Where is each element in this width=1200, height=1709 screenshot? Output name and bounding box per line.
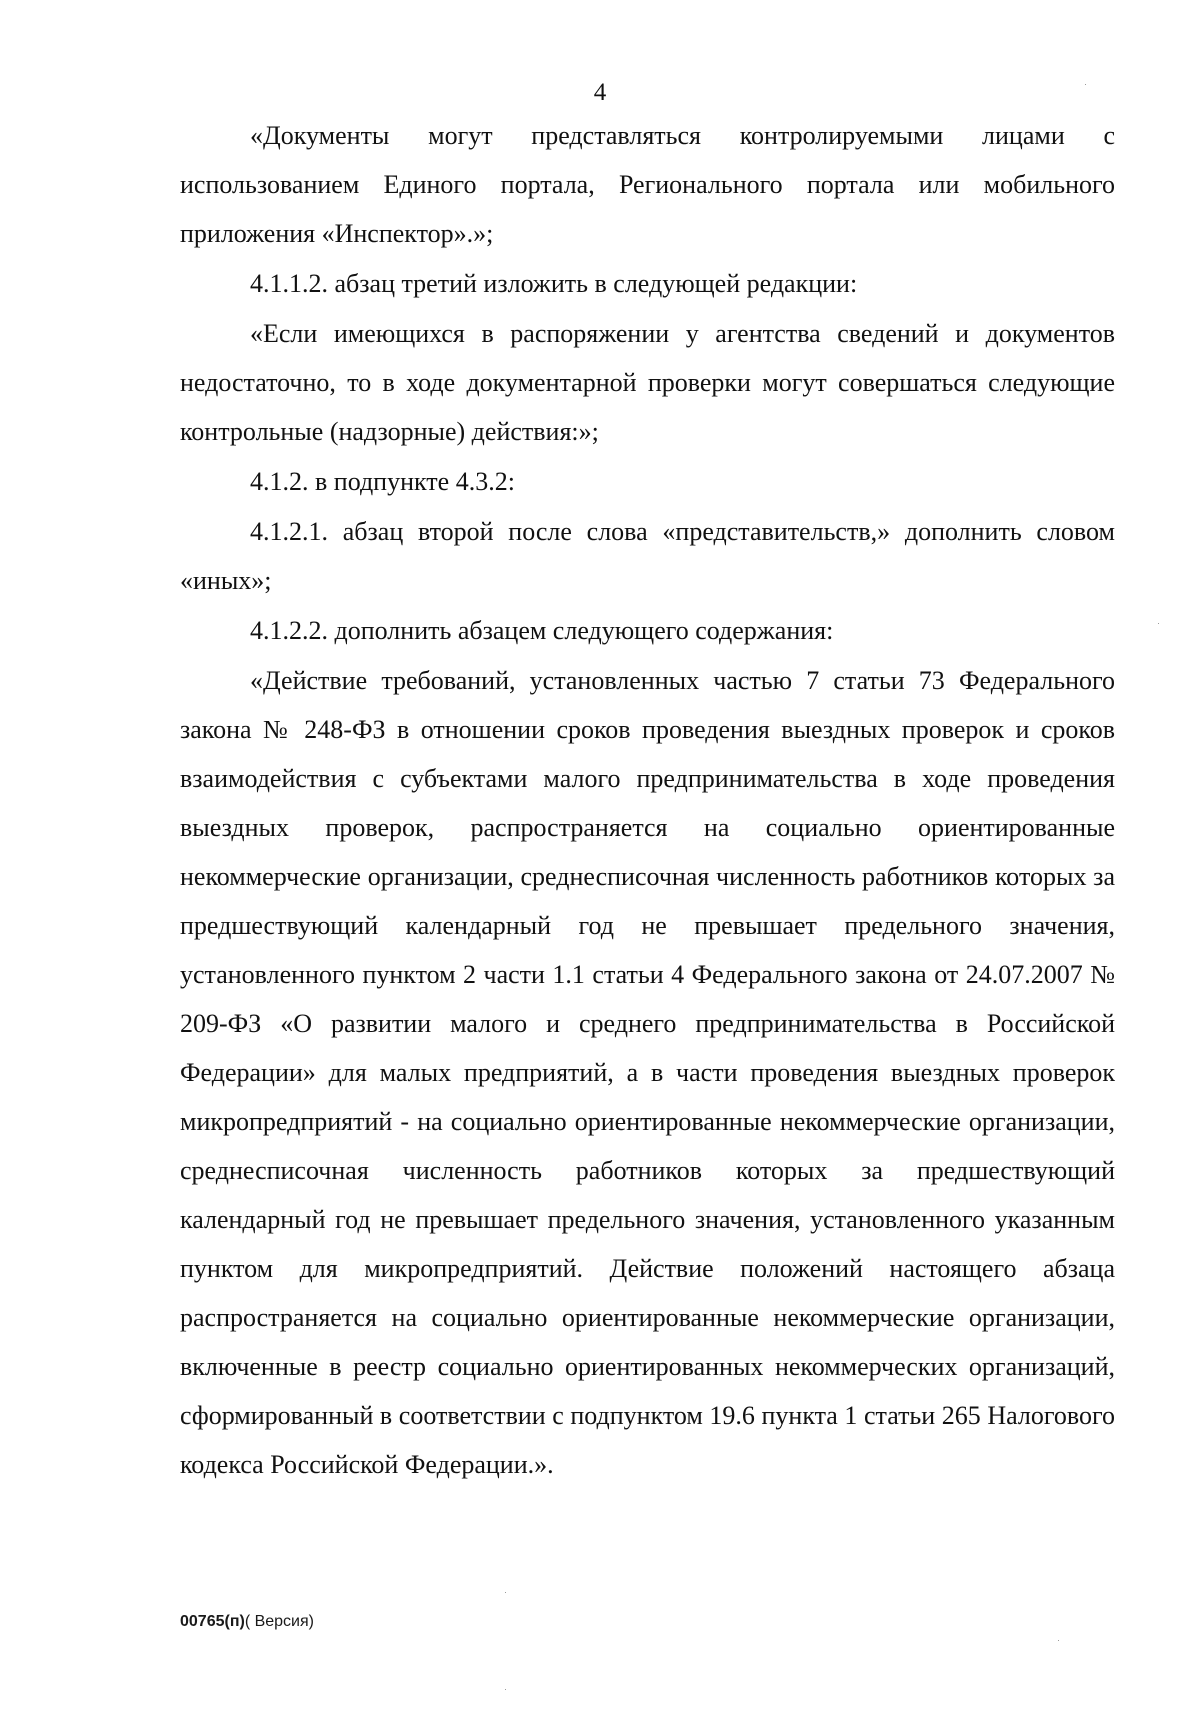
scan-speck [1058, 1640, 1059, 1641]
document-footer [180, 1612, 314, 1632]
scan-speck [1158, 623, 1159, 624]
scan-speck [505, 1592, 506, 1593]
document-code: 00765(п) [180, 1613, 245, 1630]
page-number: 4 [593, 79, 607, 106]
scan-speck [1085, 84, 1086, 85]
document-version: ( Версия) [244, 1613, 314, 1630]
paragraph-4-1-1-2: 4.1.1.2. абзац третий изложить в следующей редакции: [250, 269, 858, 298]
paragraph-4-1-2-1: 4.1.2.1. абзац второй после слова «представительств,» дополнить словом «иных»; [180, 517, 1115, 595]
paragraph-4-1-2: 4.1.2. в подпункте 4.3.2: [250, 467, 515, 496]
paragraph-quoted-documents: «Документы могут представляться контролируемыми лицами с использованием Единого портала, Регионального портала или мобильного приложения «Инспектор».»; [180, 121, 1115, 248]
paragraph-quoted-requirements: «Действие требований, установленных частью 7 статьи 73 Федерального закона № 248-ФЗ в отношении сроков проведения выездных проверок и сроков взаимодействия с субъектами малого предпринимательства в ходе проведения выездных проверок, распространяется на социально ориентированные некоммерческие организации, среднесписочная численность работников которых за предшествующий календарный год не превышает предельного значения, установленного пунктом 2 части 1.1 статьи 4 Федерального закона от 24.07.2007 № 209-ФЗ «О развитии малого и среднего предпринимательства в Российской Федерации» для малых предприятий, а в части проведения выездных проверок микропредприятий - на социально ориентированные некоммерческие организации, среднесписочная численность работников которых за предшествующий календарный год не превышает предельного значения, установленного указанным пунктом для микропредприятий. Действие положений настоящего абзаца распространяется на социально ориентированные некоммерческие организации, включенные в реестр социально ориентированных некоммерческих организаций, сформированный в соответствии с подпунктом 19.6 пункта 1 статьи 265 Налогового кодекса Российской Федерации.». [180, 666, 1115, 1479]
scan-speck [505, 1689, 506, 1690]
document-body [180, 111, 1115, 1489]
paragraph-quoted-insufficient: «Если имеющихся в распоряжении у агентства сведений и документов недостаточно, то в ходе документарной проверки могут совершаться следующие контрольные (надзорные) действия:»; [180, 319, 1115, 446]
paragraph-4-1-2-2: 4.1.2.2. дополнить абзацем следующего содержания: [250, 616, 834, 645]
